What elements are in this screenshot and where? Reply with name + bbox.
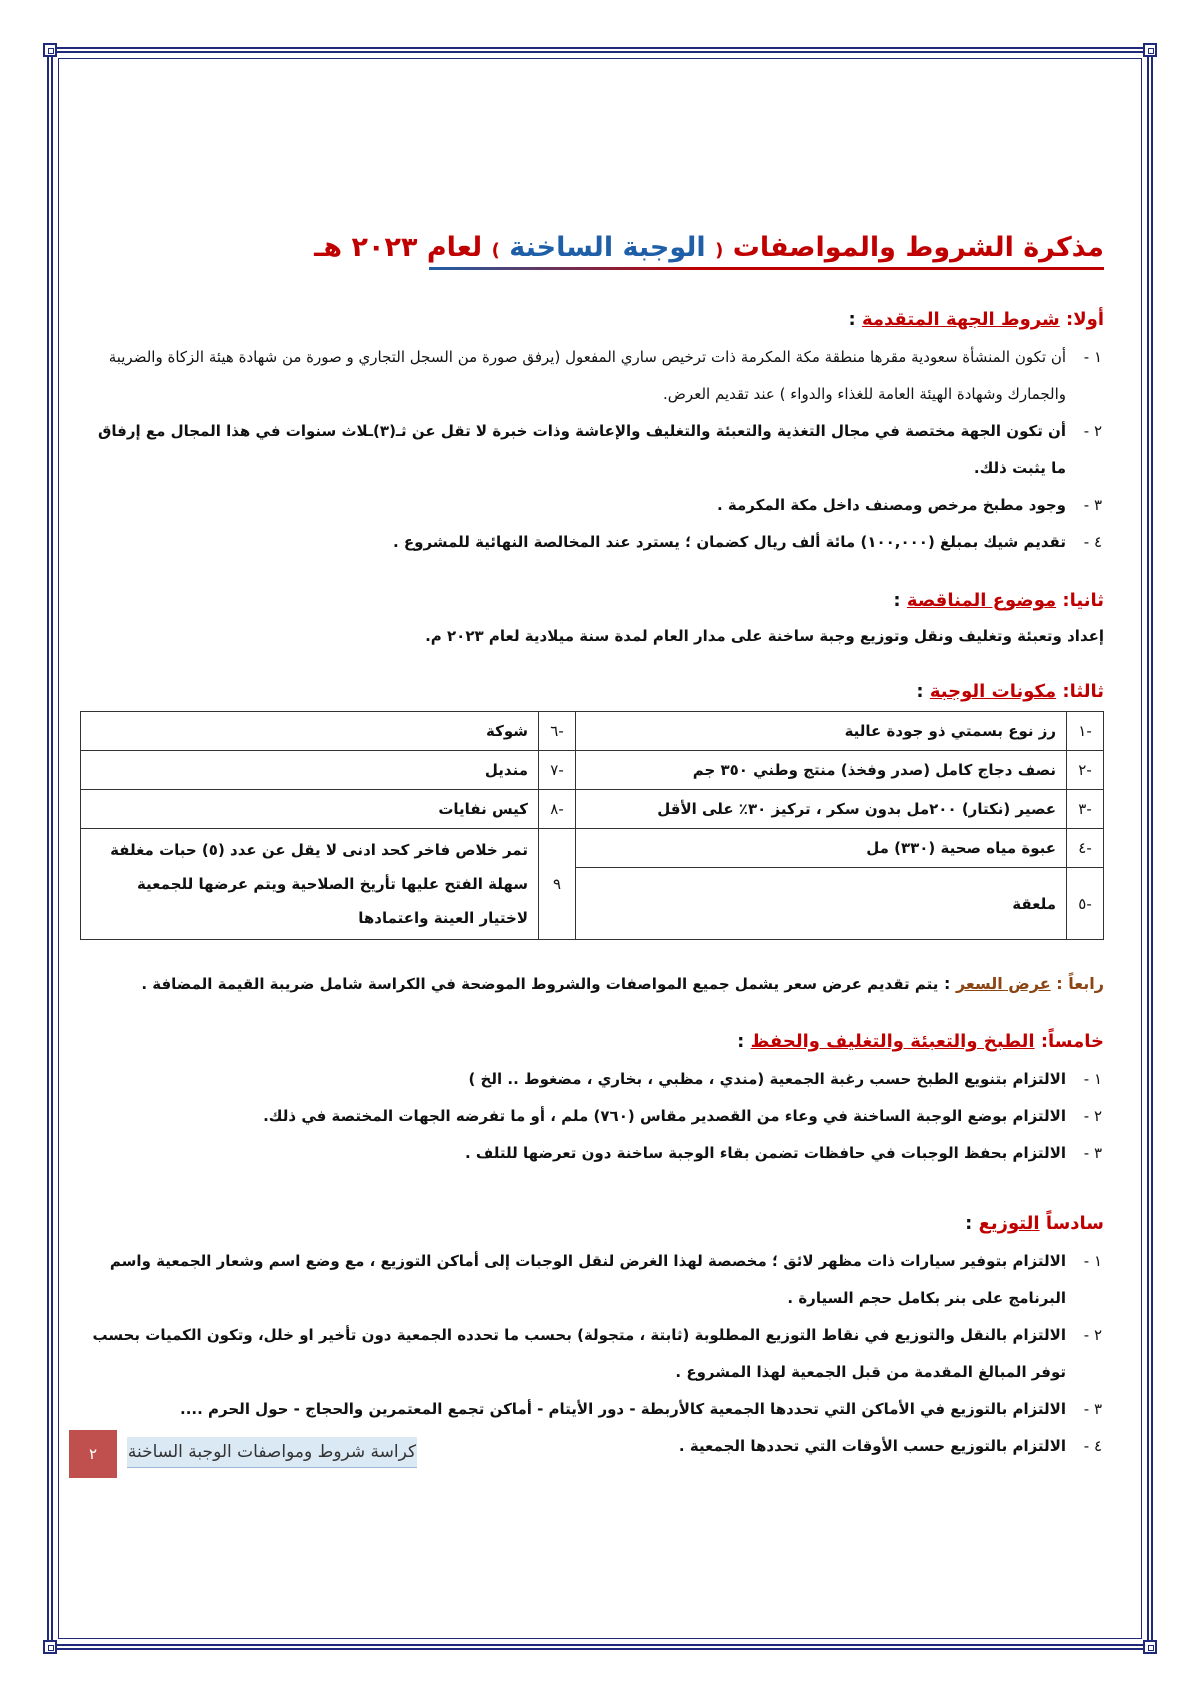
section-applicant-conditions: [80, 306, 1104, 561]
table-row: -٢ نصف دجاج كامل (صدر وفخذ) منتج وطني ٣٥٠ جم -٧ منديل: [81, 751, 1104, 790]
title-underline: [429, 267, 1104, 270]
corner-ornament: [1143, 43, 1157, 57]
section-heading: سادساً التوزيع :: [965, 1213, 1104, 1235]
document-title: [80, 230, 1104, 265]
list-item: ٣ - الالتزام بحفظ الوجبات في حافظات تضمن بقاء الوجبة ساخنة دون تعرضها للتلف .: [464, 1144, 1102, 1163]
list-item: ٤ - تقديم شيك بمبلغ (١٠٠,٠٠٠) مائة ألف ريال كضمان ؛ يسترد عند المخالصة النهائية للمشروع .: [392, 533, 1102, 552]
meal-components-table: [80, 711, 1104, 940]
section-text: إعداد وتعبئة وتغليف ونقل وتوزيع وجبة ساخنة على مدار العام لمدة سنة ميلادية لعام ٢٠٢٣ م.: [425, 627, 1104, 646]
title-part-1: مذكرة الشروط والمواصفات: [732, 232, 1104, 263]
section-tender-subject: [80, 587, 1104, 652]
list-item: ٣ - الالتزام بالتوزيع في الأماكن التي تحددها الجمعية كالأربطة - دور الأيتام - أماكن تجمع المعتمرين والحجاج - حول الحرم ....: [180, 1400, 1102, 1419]
page-number: ٢: [69, 1430, 117, 1478]
table-row: -٥ ملعقة: [81, 868, 1104, 940]
document-body: [80, 230, 1104, 1465]
list-item: ١ - الالتزام بتوفير سيارات ذات مظهر لائق ؛ مخصصة لهذا الغرض لنقل الوجبات إلى أماكن التوزيع ، مع وضع اسم وشعار الجمعية واسم البرنامج على بنر بكامل حجم السيارة .: [109, 1252, 1102, 1308]
list-item: ٢ - أن تكون الجهة مختصة في مجال التغذية والتعبئة والتغليف والإعاشة وذات خبرة لا تقل عن ثـ(٣)ـلاث سنوات في هذا المجال مع إرفاق ما يثبت ذلك.: [97, 422, 1102, 478]
list-item: ٣ - وجود مطبخ مرخص ومصنف داخل مكة المكرمة .: [716, 496, 1102, 515]
section-meal-components: [80, 678, 1104, 940]
corner-ornament: [1143, 1640, 1157, 1654]
section-heading: أولا: شروط الجهة المتقدمة :: [848, 309, 1104, 331]
footer-title: كراسة شروط ومواصفات الوجبة الساخنة: [127, 1437, 417, 1468]
title-part-3: لعام ٢٠٢٣ هـ: [314, 232, 483, 263]
title-paren-open: (: [715, 240, 724, 261]
corner-ornament: [43, 1640, 57, 1654]
table-row: -٣ عصير (نكتار) ٢٠٠مل بدون سكر ، تركيز ٣٠٪ على الأقل -٨ كيس نفايات: [81, 790, 1104, 829]
title-part-2: الوجبة الساخنة: [509, 232, 706, 263]
section-distribution: [80, 1210, 1104, 1465]
section-cooking-packaging: [80, 1028, 1104, 1172]
table-row: -١ رز نوع بسمتي ذو جودة عالية -٦ شوكة: [81, 712, 1104, 751]
section-heading: ثالثا: مكونات الوجبة :: [916, 681, 1104, 703]
section-heading: خامساً: الطبخ والتعبئة والتغليف والحفظ :: [737, 1031, 1104, 1053]
table-row: -٤ عبوة مياه صحية (٣٣٠) مل ٩ تمر خلاص فاخر كحد ادنى لا يقل عن عدد (٥) حبات مغلفة سهلة الفتح عليها تأريخ الصلاحية ويتم عرضها للجمعية لاختيار العينة واعتمادها: [81, 829, 1104, 868]
list-item: ٢ - الالتزام بوضع الوجبة الساخنة في وعاء من القصدير مقاس (٧٦٠) ملم ، أو ما تفرضه الجهات المختصة في ذلك.: [263, 1107, 1102, 1126]
corner-ornament: [43, 43, 57, 57]
section-heading: ثانيا: موضوع المناقصة :: [893, 590, 1104, 612]
list-item: ٤ - الالتزام بالتوزيع حسب الأوقات التي تحددها الجمعية .: [678, 1437, 1102, 1456]
list-item: ٢ - الالتزام بالنقل والتوزيع في نقاط التوزيع المطلوبة (ثابتة ، متجولة) بحسب ما تحدده الجمعية دون تأخير او خلل، وتكون الكميات بحسب توفر المبالغ المقدمة من قبل الجمعية لهذا المشروع .: [92, 1326, 1102, 1382]
list-item: ١ - الالتزام بتنويع الطبخ حسب رغبة الجمعية (مندي ، مظبي ، بخاري ، مضغوط .. الخ ): [468, 1070, 1102, 1089]
section-price-offer: رابعاً : عرض السعر : يتم تقديم عرض سعر يشمل جميع المواصفات والشروط الموضحة في الكراسة شامل ضريبة القيمة المضافة .: [141, 974, 1104, 994]
title-paren-close: ): [491, 240, 500, 261]
list-item: ١ - أن تكون المنشأة سعودية مقرها منطقة مكة المكرمة ذات ترخيص ساري المفعول (يرفق صورة من السجل التجاري و صورة من شهادة هيئة الزكاة والضريبة والجمارك وشهادة الهيئة العامة للغذاء والدواء ) عند تقديم العرض.: [108, 348, 1102, 404]
